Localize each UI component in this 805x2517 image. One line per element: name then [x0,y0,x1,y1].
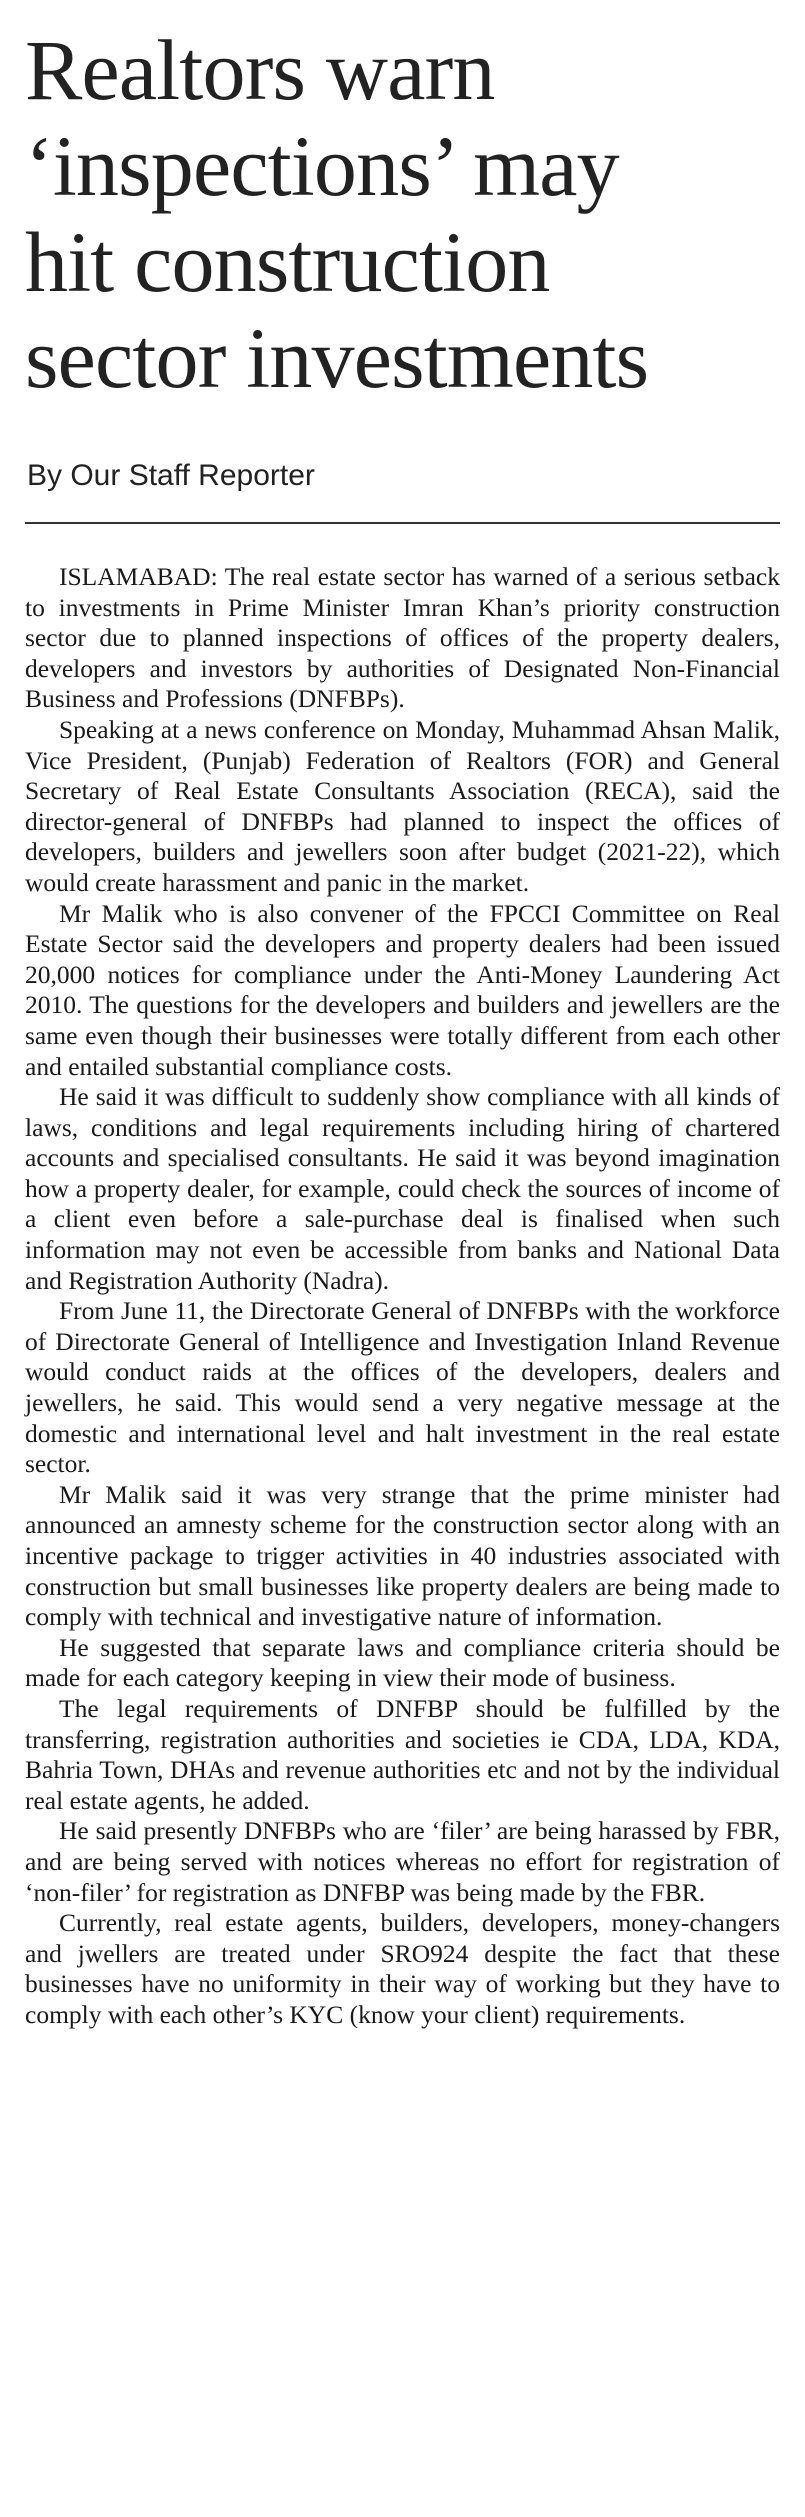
article-paragraph: He said presently DNFBPs who are ‘filer’ are being harassed by FBR, and are being served with notices whereas no effort for registration of ‘non-filer’ for registration as DNFBP was being made by the FBR. [25,1816,780,1907]
headline [25,22,780,406]
divider-rule [25,522,780,524]
article-paragraph: Mr Malik said it was very strange that the prime minister had announced an amnesty scheme for the construction sector along with an incentive package to trigger activities in 40 industries associated with construction but small businesses like property dealers are being made to comply with technical and investigative nature of information. [25,1479,780,1632]
article-paragraph: He said it was difficult to suddenly show compliance with all kinds of laws, conditions and legal requirements including hiring of chartered accounts and specialised consultants. He said it was beyond imagination how a property dealer, for example, could check the sources of income of a client even before a sale-purchase deal is finalised when such information may not even be accessible from banks and National Data and Registration Authority (Nadra). [25,1082,780,1295]
article-paragraph: Speaking at a news conference on Monday, Muhammad Ahsan Malik, Vice President, (Punjab) Federation of Realtors (FOR) and General Secretary of Real Estate Consultants Association (RECA), said the director-general of DNFBPs had planned to inspect the offices of developers, builders and jewellers soon after budget (2021-22), which would create harassment and panic in the market. [25,714,780,897]
article-paragraph: The legal requirements of DNFBP should be fulfilled by the transferring, registration authorities and societies ie CDA, LDA, KDA, Bahria Town, DHAs and revenue authorities etc and not by the individual real estate agents, he added. [25,1693,780,1815]
article-body [25,562,780,2031]
article-paragraph: From June 11, the Directorate General of DNFBPs with the workforce of Directorate General of Intelligence and Investigation Inland Revenue would conduct raids at the offices of the developers, dealers and jewellers, he said. This would send a very negative message at the domestic and international level and halt investment in the real estate sector. [25,1296,780,1479]
article-paragraph: Currently, real estate agents, builders, developers, money-changers and jwellers are treated under SRO924 despite the fact that these businesses have no uniformity in their way of working but they have to comply with each other’s KYC (know your client) requirements. [25,1908,780,2029]
headline-line-2: ‘inspections’ may [25,118,619,214]
headline-line-3: hit construction [25,214,550,310]
headline-line-4: sector investments [25,310,649,406]
article-paragraph: He suggested that separate laws and compliance criteria should be made for each category keeping in view their mode of business. [25,1632,780,1693]
article-paragraph: ISLAMABAD: The real estate sector has warned of a serious setback to investments in Prime Minister Imran Khan’s priority construction sector due to planned inspections of offices of the property dealers, developers and investors by authorities of Designated Non-Financial Business and Professions (DNFBPs). [25,562,780,714]
article-paragraph: Mr Malik who is also convener of the FPCCI Committee on Real Estate Sector said the developers and property dealers had been issued 20,000 notices for compliance under the Anti-Money Laundering Act 2010. The questions for the developers and builders and jewellers are the same even though their businesses were totally different from each other and entailed substantial compliance costs. [25,898,780,1081]
headline-line-1: Realtors warn [25,22,495,118]
byline: By Our Staff Reporter [27,459,315,492]
